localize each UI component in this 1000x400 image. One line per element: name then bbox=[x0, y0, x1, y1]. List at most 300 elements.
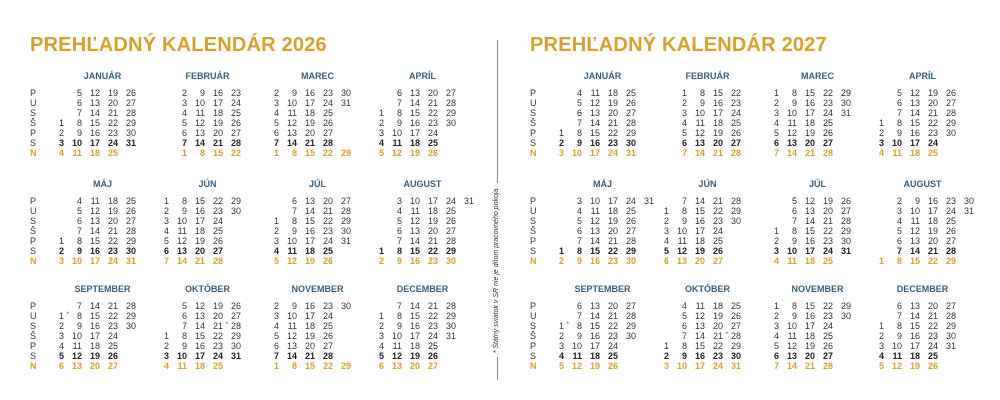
day-number: 19 bbox=[927, 226, 938, 236]
day-cell bbox=[801, 108, 815, 118]
day-cell bbox=[86, 311, 100, 321]
day-number: 1 bbox=[378, 108, 384, 118]
day-cell bbox=[655, 216, 669, 226]
day-number: 21 bbox=[927, 108, 938, 118]
day-number: 3 bbox=[878, 138, 884, 148]
day-cell bbox=[388, 246, 402, 256]
day-cell bbox=[924, 128, 938, 138]
weekday-labels bbox=[30, 196, 48, 266]
day-number: 25 bbox=[822, 256, 833, 266]
day-cell bbox=[765, 256, 779, 266]
day-number: 21 bbox=[804, 361, 815, 371]
day-cell bbox=[370, 138, 384, 148]
day-number: 12 bbox=[694, 311, 705, 321]
day-number: 12 bbox=[71, 351, 82, 361]
day-cell bbox=[227, 196, 241, 206]
day-number: 12 bbox=[909, 88, 920, 98]
day-cell bbox=[691, 148, 705, 158]
day-number: 16 bbox=[694, 351, 705, 361]
day-number: 3 bbox=[181, 98, 187, 108]
day-number: 16 bbox=[409, 118, 420, 128]
day-number: 16 bbox=[409, 256, 420, 266]
day-cell bbox=[709, 351, 723, 361]
day-cell bbox=[568, 341, 582, 351]
day-cell bbox=[173, 331, 187, 341]
day-cell bbox=[406, 216, 420, 226]
day-number: 1 bbox=[663, 341, 669, 351]
day-number: 3 bbox=[163, 216, 169, 226]
day-number: 18 bbox=[712, 301, 723, 311]
day-cell bbox=[424, 196, 438, 206]
day-cell bbox=[265, 108, 279, 118]
day-cell bbox=[265, 118, 279, 128]
day-cell bbox=[604, 196, 618, 206]
day-number: 11 bbox=[695, 118, 705, 128]
day-number: 16 bbox=[212, 88, 223, 98]
day-number: 3 bbox=[396, 196, 402, 206]
day-number: 7 bbox=[181, 321, 187, 331]
day-cell bbox=[104, 118, 118, 128]
day-number: 28 bbox=[625, 311, 636, 321]
weekday-label: S bbox=[30, 321, 37, 331]
month-row-section bbox=[30, 178, 500, 288]
day-number: 20 bbox=[304, 341, 315, 351]
day-number: 1 bbox=[558, 128, 564, 138]
day-cell bbox=[68, 128, 82, 138]
day-cell bbox=[227, 341, 241, 351]
day-cell bbox=[424, 331, 438, 341]
day-cell bbox=[388, 321, 402, 331]
day-cell bbox=[870, 321, 884, 331]
day-cell bbox=[622, 311, 636, 321]
day-number: 8 bbox=[291, 216, 297, 226]
day-cell bbox=[924, 88, 938, 98]
day-cell bbox=[283, 321, 297, 331]
day-number: 30 bbox=[945, 128, 956, 138]
day-cell bbox=[173, 321, 187, 331]
day-cell bbox=[655, 246, 669, 256]
day-cell bbox=[265, 311, 279, 321]
day-number: 3 bbox=[273, 311, 279, 321]
day-cell bbox=[191, 321, 205, 331]
day-cell bbox=[301, 128, 315, 138]
day-cell bbox=[906, 321, 920, 331]
weekday-label: U bbox=[530, 206, 537, 216]
day-cell bbox=[388, 331, 402, 341]
day-number: 16 bbox=[409, 321, 420, 331]
day-number: 11 bbox=[590, 88, 600, 98]
day-cell bbox=[906, 301, 920, 311]
day-cell bbox=[155, 226, 169, 236]
day-cell bbox=[837, 206, 851, 216]
day-number: 23 bbox=[107, 321, 118, 331]
day-number: 2 bbox=[273, 301, 279, 311]
day-cell bbox=[337, 301, 351, 311]
day-number: 8 bbox=[576, 246, 582, 256]
day-number: 15 bbox=[89, 311, 100, 321]
day-cell bbox=[68, 246, 82, 256]
day-number: 9 bbox=[791, 98, 797, 108]
day-cell bbox=[442, 118, 456, 128]
day-number: 9 bbox=[181, 206, 187, 216]
day-number: 22 bbox=[712, 341, 723, 351]
day-number: 10 bbox=[676, 226, 687, 236]
day-number: 31 bbox=[125, 138, 136, 148]
day-number: 4 bbox=[558, 351, 564, 361]
day-cell bbox=[691, 341, 705, 351]
day-cell bbox=[691, 321, 705, 331]
day-cell bbox=[870, 138, 884, 148]
day-cell bbox=[691, 206, 705, 216]
day-cell bbox=[442, 331, 456, 341]
day-number: 27 bbox=[427, 361, 438, 371]
day-cell bbox=[191, 301, 205, 311]
day-number: 24 bbox=[322, 236, 333, 246]
day-cell bbox=[283, 301, 297, 311]
day-number: 9 bbox=[396, 321, 402, 331]
day-cell bbox=[301, 118, 315, 128]
day-number: 15 bbox=[909, 256, 920, 266]
day-cell bbox=[906, 138, 920, 148]
day-cell bbox=[673, 301, 687, 311]
day-cell bbox=[191, 246, 205, 256]
day-cell bbox=[173, 301, 187, 311]
day-cell bbox=[837, 98, 851, 108]
day-number: 11 bbox=[910, 216, 920, 226]
day-cell bbox=[888, 256, 902, 266]
day-number: 11 bbox=[392, 341, 402, 351]
day-number: 1 bbox=[681, 88, 687, 98]
day-number: 17 bbox=[194, 216, 205, 226]
day-cell bbox=[104, 148, 118, 158]
day-cell bbox=[622, 138, 636, 148]
day-cell bbox=[622, 148, 636, 158]
day-cell bbox=[888, 351, 902, 361]
day-number: 26 bbox=[945, 88, 956, 98]
day-cell bbox=[370, 341, 384, 351]
day-cell bbox=[691, 196, 705, 206]
day-number: 11 bbox=[787, 256, 797, 266]
day-number: 23 bbox=[945, 196, 956, 206]
day-cell bbox=[801, 361, 815, 371]
day-cell bbox=[568, 331, 582, 341]
day-number: 5 bbox=[163, 236, 169, 246]
day-cell bbox=[50, 361, 64, 371]
day-number: 2 bbox=[163, 341, 169, 351]
day-number: 8 bbox=[681, 341, 687, 351]
day-cell bbox=[86, 128, 100, 138]
day-number: 5 bbox=[663, 246, 669, 256]
day-cell bbox=[319, 138, 333, 148]
day-number: 25 bbox=[230, 108, 241, 118]
day-number: 22 bbox=[712, 206, 723, 216]
day-number: 8 bbox=[576, 321, 582, 331]
day-cell bbox=[655, 206, 669, 216]
day-cell bbox=[209, 301, 223, 311]
day-cell bbox=[622, 226, 636, 236]
asterisk-mark: * bbox=[225, 322, 228, 328]
day-number: 8 bbox=[896, 118, 902, 128]
day-number: 2 bbox=[58, 128, 64, 138]
day-cell bbox=[122, 321, 136, 331]
day-cell bbox=[906, 88, 920, 98]
day-cell bbox=[283, 351, 297, 361]
day-number: 26 bbox=[840, 196, 851, 206]
day-number: 28 bbox=[840, 216, 851, 226]
day-cell bbox=[86, 88, 100, 98]
day-cell bbox=[888, 361, 902, 371]
day-cell bbox=[691, 361, 705, 371]
day-cell bbox=[406, 128, 420, 138]
day-cell bbox=[388, 236, 402, 246]
day-number: 16 bbox=[927, 196, 938, 206]
day-number: 26 bbox=[230, 301, 241, 311]
day-number: 22 bbox=[107, 236, 118, 246]
day-cell bbox=[319, 246, 333, 256]
day-number: 12 bbox=[804, 196, 815, 206]
day-cell bbox=[227, 331, 241, 341]
day-number: 19 bbox=[304, 118, 315, 128]
day-cell bbox=[888, 88, 902, 98]
day-cell bbox=[586, 236, 600, 246]
day-cell bbox=[568, 216, 582, 226]
day-cell bbox=[86, 256, 100, 266]
day-cell bbox=[924, 118, 938, 128]
day-number: 22 bbox=[107, 118, 118, 128]
day-cell bbox=[388, 196, 402, 206]
day-number: 24 bbox=[230, 98, 241, 108]
day-cell bbox=[622, 108, 636, 118]
day-number: 5 bbox=[273, 256, 279, 266]
day-number: 23 bbox=[322, 301, 333, 311]
day-number: 17 bbox=[909, 138, 920, 148]
day-cell bbox=[68, 236, 82, 246]
weekday-label: N bbox=[30, 361, 37, 371]
day-cell bbox=[727, 341, 741, 351]
footnote: * Štátny sviatok v SR nie je dňom pracovného pokoja. bbox=[493, 170, 500, 370]
day-number: 10 bbox=[71, 331, 82, 341]
day-number: 21 bbox=[712, 196, 723, 206]
day-cell bbox=[319, 216, 333, 226]
day-cell bbox=[370, 128, 384, 138]
day-number: 21 bbox=[304, 138, 315, 148]
day-cell bbox=[819, 351, 833, 361]
day-number: 20 bbox=[927, 98, 938, 108]
day-number: 26 bbox=[712, 246, 723, 256]
day-cell bbox=[906, 206, 920, 216]
day-number: 15 bbox=[909, 118, 920, 128]
day-cell bbox=[388, 226, 402, 236]
day-number: 16 bbox=[304, 226, 315, 236]
day-number: 6 bbox=[396, 226, 402, 236]
day-cell bbox=[337, 236, 351, 246]
asterisk-mark: * bbox=[66, 312, 69, 318]
day-cell bbox=[801, 311, 815, 321]
day-cell bbox=[406, 196, 420, 206]
day-number: 19 bbox=[589, 361, 600, 371]
day-cell bbox=[765, 108, 779, 118]
day-number: 17 bbox=[304, 98, 315, 108]
day-cell bbox=[227, 206, 241, 216]
day-number: 11 bbox=[787, 118, 797, 128]
day-cell bbox=[640, 196, 654, 206]
day-cell bbox=[727, 206, 741, 216]
day-number: 10 bbox=[71, 256, 82, 266]
day-number: 8 bbox=[291, 148, 297, 158]
day-number: 1 bbox=[273, 361, 279, 371]
day-number: 2 bbox=[163, 206, 169, 216]
day-number: 13 bbox=[786, 138, 797, 148]
day-number: 9 bbox=[681, 351, 687, 361]
day-number: 31 bbox=[945, 341, 956, 351]
day-cell bbox=[104, 351, 118, 361]
day-number: 19 bbox=[304, 256, 315, 266]
day-number: 14 bbox=[89, 301, 100, 311]
day-cell bbox=[319, 88, 333, 98]
day-cell bbox=[86, 196, 100, 206]
day-number: 28 bbox=[945, 246, 956, 256]
day-cell bbox=[727, 128, 741, 138]
day-number: 17 bbox=[804, 246, 815, 256]
day-cell bbox=[691, 256, 705, 266]
day-cell bbox=[68, 301, 82, 311]
day-number: 8 bbox=[791, 88, 797, 98]
day-number: 18 bbox=[804, 331, 815, 341]
day-cell bbox=[283, 206, 297, 216]
day-cell bbox=[691, 128, 705, 138]
day-number: 10 bbox=[909, 206, 920, 216]
day-cell bbox=[68, 216, 82, 226]
day-number: 9 bbox=[396, 118, 402, 128]
day-cell bbox=[870, 361, 884, 371]
day-number: 6 bbox=[773, 138, 779, 148]
day-cell bbox=[622, 236, 636, 246]
weekday-label: S bbox=[30, 108, 37, 118]
day-cell bbox=[709, 196, 723, 206]
day-cell bbox=[709, 226, 723, 236]
day-number: 19 bbox=[927, 88, 938, 98]
weekday-label: S bbox=[530, 138, 537, 148]
day-cell bbox=[942, 206, 956, 216]
day-number: 2 bbox=[896, 196, 902, 206]
day-number: 21 bbox=[607, 311, 618, 321]
day-cell bbox=[191, 331, 205, 341]
day-number: 14 bbox=[304, 206, 315, 216]
day-cell bbox=[319, 351, 333, 361]
day-number: 21 bbox=[607, 118, 618, 128]
day-number: 17 bbox=[194, 351, 205, 361]
day-cell bbox=[906, 236, 920, 246]
day-number: 5 bbox=[878, 361, 884, 371]
day-number: 23 bbox=[427, 321, 438, 331]
day-cell bbox=[209, 341, 223, 351]
day-cell bbox=[691, 98, 705, 108]
day-cell bbox=[906, 311, 920, 321]
day-cell bbox=[388, 341, 402, 351]
day-cell bbox=[104, 88, 118, 98]
day-cell bbox=[319, 331, 333, 341]
day-number: 16 bbox=[89, 321, 100, 331]
day-number: 6 bbox=[291, 196, 297, 206]
day-number: 28 bbox=[445, 236, 456, 246]
day-cell bbox=[655, 361, 669, 371]
day-number: 6 bbox=[273, 128, 279, 138]
day-cell bbox=[819, 301, 833, 311]
day-cell bbox=[265, 236, 279, 246]
day-cell bbox=[424, 246, 438, 256]
day-number: 11 bbox=[572, 351, 582, 361]
day-number: 9 bbox=[576, 256, 582, 266]
day-cell bbox=[622, 98, 636, 108]
day-number: 12 bbox=[589, 98, 600, 108]
day-cell bbox=[870, 128, 884, 138]
day-cell bbox=[424, 118, 438, 128]
day-cell bbox=[655, 256, 669, 266]
day-number: 5 bbox=[773, 128, 779, 138]
day-number: 11 bbox=[72, 148, 82, 158]
day-cell bbox=[406, 226, 420, 236]
day-number: 20 bbox=[927, 236, 938, 246]
day-cell bbox=[301, 246, 315, 256]
month-name: OKTÓBER bbox=[185, 284, 230, 294]
day-cell bbox=[622, 331, 636, 341]
day-cell bbox=[173, 351, 187, 361]
day-number: 15 bbox=[409, 108, 420, 118]
day-number: 29 bbox=[445, 108, 456, 118]
day-cell bbox=[86, 118, 100, 128]
day-cell bbox=[673, 98, 687, 108]
day-cell bbox=[550, 341, 564, 351]
day-cell bbox=[801, 226, 815, 236]
day-number: 18 bbox=[409, 138, 420, 148]
day-number: 15 bbox=[589, 246, 600, 256]
day-number: 11 bbox=[177, 226, 187, 236]
day-cell bbox=[442, 311, 456, 321]
day-number: 25 bbox=[927, 148, 938, 158]
day-number: 4 bbox=[576, 206, 582, 216]
day-cell bbox=[209, 88, 223, 98]
day-number: 23 bbox=[230, 88, 241, 98]
day-number: 22 bbox=[822, 226, 833, 236]
day-number: 2 bbox=[773, 98, 779, 108]
day-cell bbox=[173, 128, 187, 138]
day-cell bbox=[191, 148, 205, 158]
day-number: 20 bbox=[607, 301, 618, 311]
day-number: 6 bbox=[181, 128, 187, 138]
day-number: 29 bbox=[945, 321, 956, 331]
day-number: 9 bbox=[896, 331, 902, 341]
day-number: 12 bbox=[786, 128, 797, 138]
day-number: 29 bbox=[340, 361, 351, 371]
day-number: 15 bbox=[589, 321, 600, 331]
day-cell bbox=[801, 331, 815, 341]
day-cell bbox=[819, 256, 833, 266]
day-number: 8 bbox=[396, 108, 402, 118]
day-number: 19 bbox=[409, 351, 420, 361]
day-number: 1 bbox=[163, 196, 169, 206]
day-number: 17 bbox=[89, 331, 100, 341]
day-cell bbox=[406, 236, 420, 246]
day-number: 23 bbox=[107, 128, 118, 138]
day-number: 8 bbox=[199, 148, 205, 158]
day-cell bbox=[568, 301, 582, 311]
day-number: 5 bbox=[181, 118, 187, 128]
day-cell bbox=[173, 118, 187, 128]
day-cell bbox=[209, 206, 223, 216]
day-cell bbox=[906, 331, 920, 341]
day-number: 29 bbox=[340, 148, 351, 158]
day-number: 13 bbox=[286, 128, 297, 138]
